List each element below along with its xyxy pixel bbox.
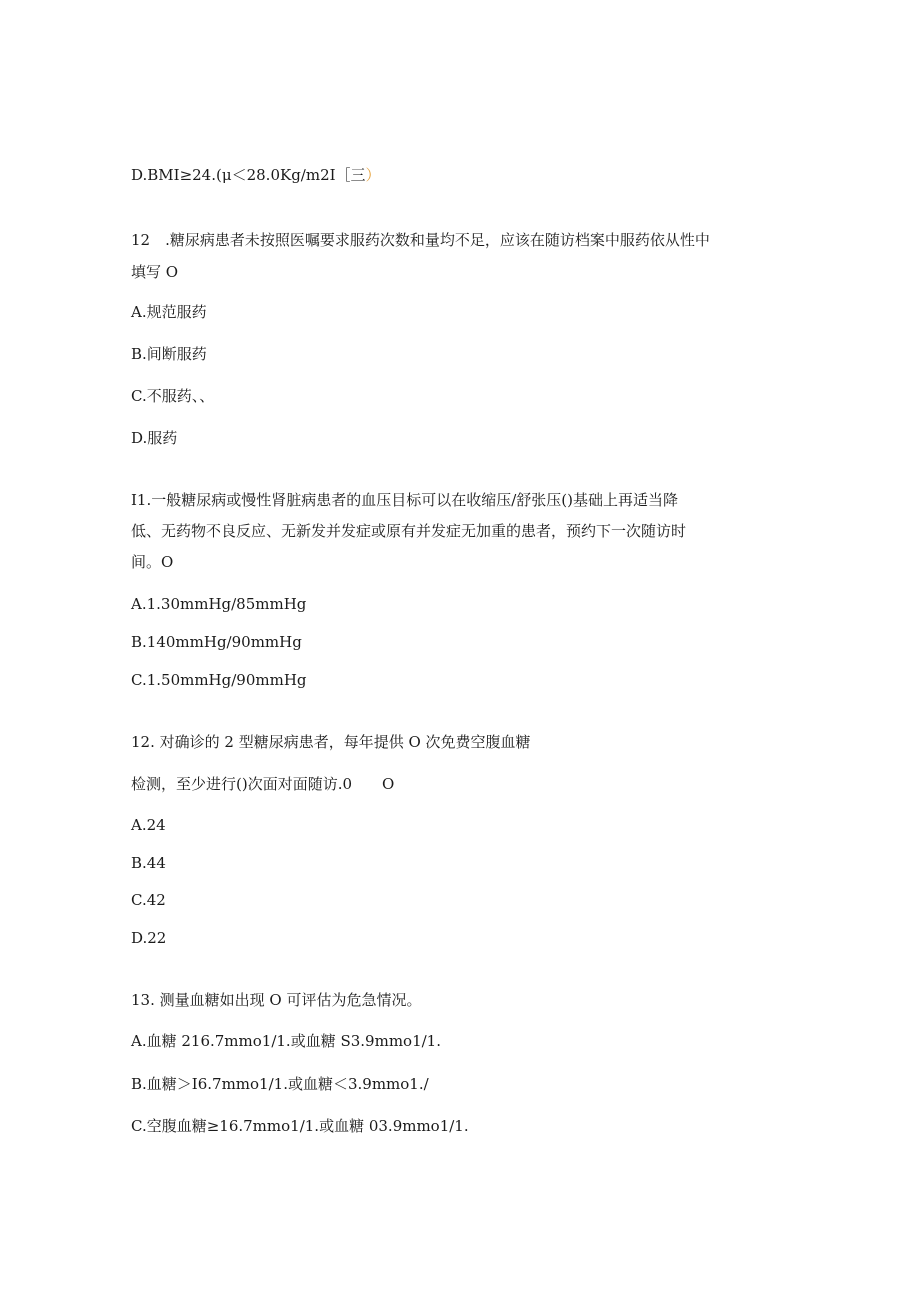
q13-option-a: A.血糖 216.7mmo1∕1.或血糖 S3.9mmo1∕1. bbox=[131, 1032, 441, 1050]
q12a-stem-line-1: 12 .糖尿病患者未按照医嘱要求服药次数和量均不足，应该在随访档案中服药依从性中 bbox=[131, 231, 710, 249]
q12a-stem-line-2: 填写 O bbox=[131, 263, 179, 281]
q11-option-b: B.140mmHg∕90mmHg bbox=[131, 633, 302, 651]
q11-stem-line-2: 低、无药物不良反应、无新发并发症或原有并发症无加重的患者，预约下一次随访时 bbox=[131, 522, 687, 540]
q11-option-c: C.1.50mmHg∕90mmHg bbox=[131, 671, 307, 689]
q12a-option-c: C.不服药、、 bbox=[131, 387, 215, 405]
q12b-option-b: B.44 bbox=[131, 854, 166, 872]
q11-stem-line-1: I1.一般糖尿病或慢性肾脏病患者的血压目标可以在收缩压/舒张压()基础上再适当降 bbox=[131, 491, 678, 509]
q12a-option-a: A.规范服药 bbox=[131, 303, 207, 321]
q11-option-a: A.1.30mmHg∕85mmHg bbox=[131, 595, 307, 613]
prev-option-d bbox=[131, 165, 381, 185]
q13-option-b: B.血糖＞I6.7mmo1∕1.或血糖＜3.9mmo1./ bbox=[131, 1075, 429, 1093]
q12b-stem-line-2: 检测，至少进行()次面对面随访.0 O bbox=[131, 775, 395, 793]
q12b-option-c: C.42 bbox=[131, 891, 166, 909]
prev-option-d-bracket: ） bbox=[365, 166, 381, 184]
q11-stem-line-3: 间。O bbox=[131, 553, 174, 571]
q13-option-c: C.空腹血糖≥16.7mmo1∕1.或血糖 03.9mmo1∕1. bbox=[131, 1117, 469, 1135]
q12b-option-a: A.24 bbox=[131, 816, 166, 834]
q12b-stem-line-1: 12. 对确诊的 2 型糖尿病患者，每年提供 O 次免费空腹血糖 bbox=[131, 733, 531, 751]
q12b-option-d: D.22 bbox=[131, 929, 167, 947]
prev-option-d-text: D.BMI≥24.(μ＜28.0Kg∕m2I［三 bbox=[131, 166, 366, 184]
q13-stem-line-1: 13. 测量血糖如出现 O 可评估为危急情况。 bbox=[131, 991, 422, 1009]
q12a-option-b: B.间断服药 bbox=[131, 345, 207, 363]
q12a-option-d: D.服药 bbox=[131, 429, 178, 447]
